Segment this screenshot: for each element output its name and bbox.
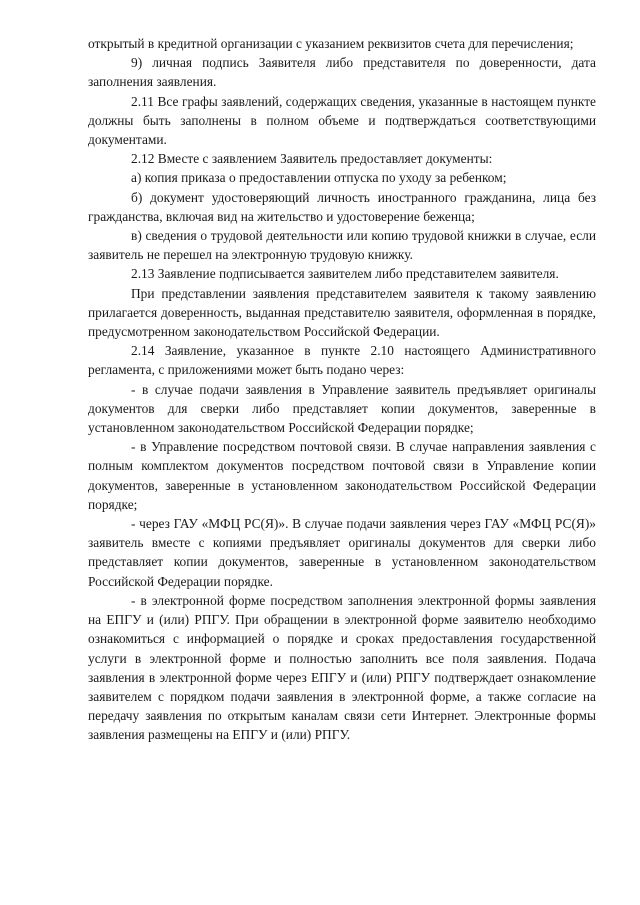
document-page [88,34,596,745]
paragraph-representative: При представлении заявления представителем заявителя к такому заявлению прилагается доверенность, выданная представителю заявителя, оформленная в порядке, предусмотренном законодательством Российской Федерации. [88,285,596,340]
list-item-post: - в Управление посредством почтовой связи. В случае направления заявления с полным комплектом документов посредством почтовой связи в Управление копии документов, заверенные в установленном законодательством Российской Федерации порядке; [88,439,596,512]
paragraph-item-9: 9) личная подпись Заявителя либо представителя по доверенности, дата заполнения заявления. [88,55,596,90]
list-item-electronic: - в электронной форме посредством заполнения электронной формы заявления на ЕПГУ и (или) РПГУ. При обращении в электронной форме заявителю необходимо ознакомиться с информацией о порядке и сроках предоставления государственной услуги в электронной форме и полностью заполнить все поля заявления. Подача заявления в электронной форме через ЕПГУ и (или) РПГУ подтверждает ознакомление заявителем с порядком подачи заявления в электронной форме, а также согласие на передачу заявления по открытым каналам связи сети Интернет. Электронные формы заявления размещены на ЕПГУ и (или) РПГУ. [88,592,596,743]
list-item-office: - в случае подачи заявления в Управление заявитель предъявляет оригиналы документов для сверки либо представляет копии документов, заверенные в установленном законодательством Российской Федерации порядке; [88,381,596,436]
paragraph-continuation: открытый в кредитной организации с указанием реквизитов счета для перечисления; [88,36,574,51]
paragraph-2-14: 2.14 Заявление, указанное в пункте 2.10 настоящего Административного регламента, с приложениями может быть подано через: [88,343,596,378]
paragraph-2-11: 2.11 Все графы заявлений, содержащих сведения, указанные в настоящем пункте должны быть заполнены в полном объеме и подтверждаться соответствующими документами. [88,93,596,148]
paragraph-2-12: 2.12 Вместе с заявлением Заявитель предоставляет документы: [131,151,493,167]
paragraph-2-12-v: в) сведения о трудовой деятельности или копию трудовой книжки в случае, если заявитель не перешел на электронную трудовую книжку. [88,228,596,263]
paragraph-2-13: 2.13 Заявление подписывается заявителем либо представителем заявителя. [131,266,559,282]
paragraph-2-12-b: б) документ удостоверяющий личность иностранного гражданина, лица без гражданства, включая вид на жительство и удостоверение беженца; [88,189,596,224]
paragraph-2-12-a: а) копия приказа о предоставлении отпуска по уходу за ребенком; [131,170,507,186]
list-item-mfc: - через ГАУ «МФЦ РС(Я)». В случае подачи заявления через ГАУ «МФЦ РС(Я)» заявитель вместе с копиями предъявляет оригиналы документов для сверки либо представляет копии документов, заверенные в установленном законодательством Российской Федерации порядке. [88,516,596,589]
